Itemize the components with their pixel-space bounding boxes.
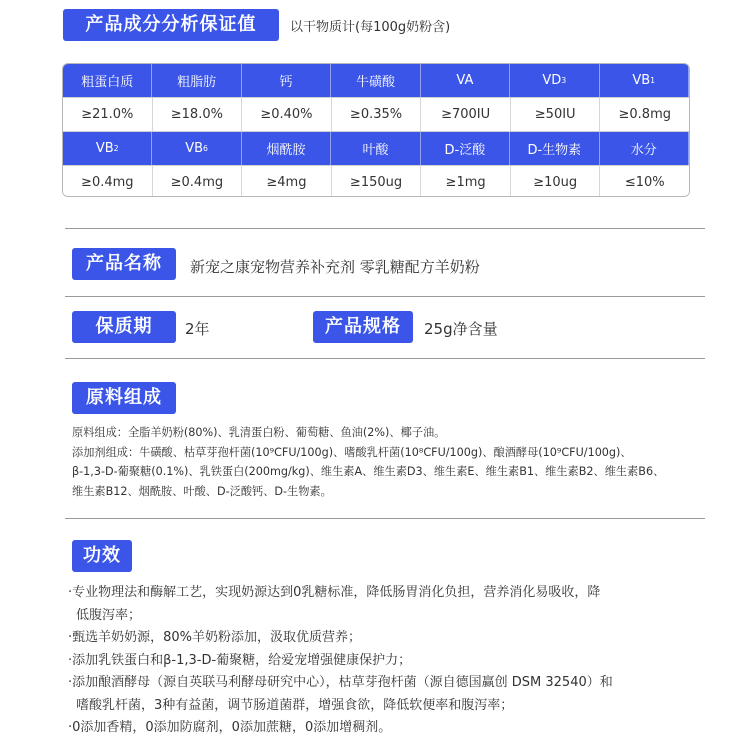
table-cell: ≥4mg <box>242 166 332 197</box>
table-cell: ≥1mg <box>421 166 511 197</box>
divider <box>65 228 705 229</box>
divider <box>65 518 705 519</box>
ingredients-title: 原料组成 <box>72 382 176 414</box>
effects-text <box>68 582 718 740</box>
table-cell: ≥0.4mg <box>153 166 243 197</box>
ingredients-line: β-1,3-D-葡聚糖(0.1%)、乳铁蛋白(200mg/kg)、维生素A、维生素D3、维生素E、维生素B1、维生素B2、维生素B6、 <box>72 465 665 478</box>
divider <box>65 296 705 297</box>
effects-line: ·添加酿酒酵母（源自英联马利酵母研究中心），枯草芽孢杆菌（源自德国赢创 DSM 32540）和 <box>68 675 613 690</box>
table-row <box>63 97 689 132</box>
product-name-label: 产品名称 <box>72 248 176 280</box>
table-header-cell: VB 1 <box>600 64 689 97</box>
ingredients-line: 原料组成：全脂羊奶粉(80%)、乳清蛋白粉、葡萄糖、鱼油(2%)、椰子油。 <box>72 426 446 439</box>
ingredients-line: 添加剂组成：牛磺酸、枯草芽孢杆菌(10⁹CFU/100g)、嗜酸乳杆菌(10⁸CFU/100g)、酿酒酵母(10⁹CFU/100g)、 <box>72 445 632 459</box>
table-cell: ≥50IU <box>511 98 601 131</box>
analysis-note: 以干物质计(每100g奶粉含) <box>290 20 451 35</box>
table-cell: ≤10% <box>624 175 665 190</box>
table-header-cell: 粗蛋白质 <box>63 64 152 97</box>
table-header-cell: 烟酰胺 <box>242 132 331 165</box>
effects-line: ·0添加香精，0添加防腐剂，0添加蔗糖，0添加增稠剂。 <box>68 720 392 735</box>
effects-line: ·甄选羊奶奶源，80%羊奶粉添加，汲取优质营养； <box>68 630 362 645</box>
table-header-row <box>63 64 689 97</box>
product-name-value: 新宠之康宠物营养补充剂 零乳糖配方羊奶粉 <box>190 258 480 276</box>
table-cell: ≥0.4mg <box>63 166 153 197</box>
table-cell: ≥10ug <box>511 166 601 197</box>
table-cell: ≥150ug <box>332 166 422 197</box>
ingredients-line: 维生素B12、烟酰胺、叶酸、D-泛酸钙、D-生物素。 <box>72 484 332 498</box>
table-header-cell: 牛磺酸 <box>331 64 420 97</box>
shelf-life-label: 保质期 <box>72 311 176 343</box>
table-header-cell: VB 2 <box>63 132 152 165</box>
table-cell: ≥700IU <box>421 98 511 131</box>
effects-line: ·专业物理法和酶解工艺，实现奶源达到0乳糖标准，降低肠胃消化负担，营养消化易吸收，降 <box>68 585 601 600</box>
table-header-cell: VA <box>421 64 510 97</box>
table-header-cell: 水分 <box>600 132 689 165</box>
table-header-cell: D-生物素 <box>510 132 599 165</box>
table-header-cell: VD 3 <box>510 64 599 97</box>
effects-line: 嗜酸乳杆菌，3种有益菌，调节肠道菌群，增强食欲，降低软便率和腹泻率； <box>76 697 514 713</box>
ingredients-text <box>72 423 712 501</box>
table-header-cell: 钙 <box>242 64 331 97</box>
table-cell: ≥18.0% <box>153 98 243 131</box>
table-header-cell: 粗脂肪 <box>152 64 241 97</box>
table-row <box>63 165 689 197</box>
effects-title: 功效 <box>72 540 132 572</box>
effects-line: 低腹泻率； <box>76 607 142 623</box>
table-header-cell: D-泛酸 <box>421 132 510 165</box>
table-cell: ≥0.35% <box>332 98 422 131</box>
table-header-cell: 叶酸 <box>331 132 420 165</box>
spec-value: 25g净含量 <box>424 320 498 338</box>
shelf-life-value: 2年 <box>185 320 210 338</box>
table-cell: ≥0.8mg <box>618 107 671 122</box>
table-header-cell: VB 6 <box>152 132 241 165</box>
analysis-title: 产品成分分析保证值 <box>63 9 279 41</box>
analysis-table <box>62 63 690 197</box>
divider <box>65 358 705 359</box>
table-cell: ≥21.0% <box>63 98 153 131</box>
effects-line: ·添加乳铁蛋白和β-1,3-D-葡聚糖，给爱宠增强健康保护力； <box>68 652 412 668</box>
table-cell: ≥0.40% <box>242 98 332 131</box>
table-header-row <box>63 132 689 165</box>
spec-label: 产品规格 <box>313 311 413 343</box>
